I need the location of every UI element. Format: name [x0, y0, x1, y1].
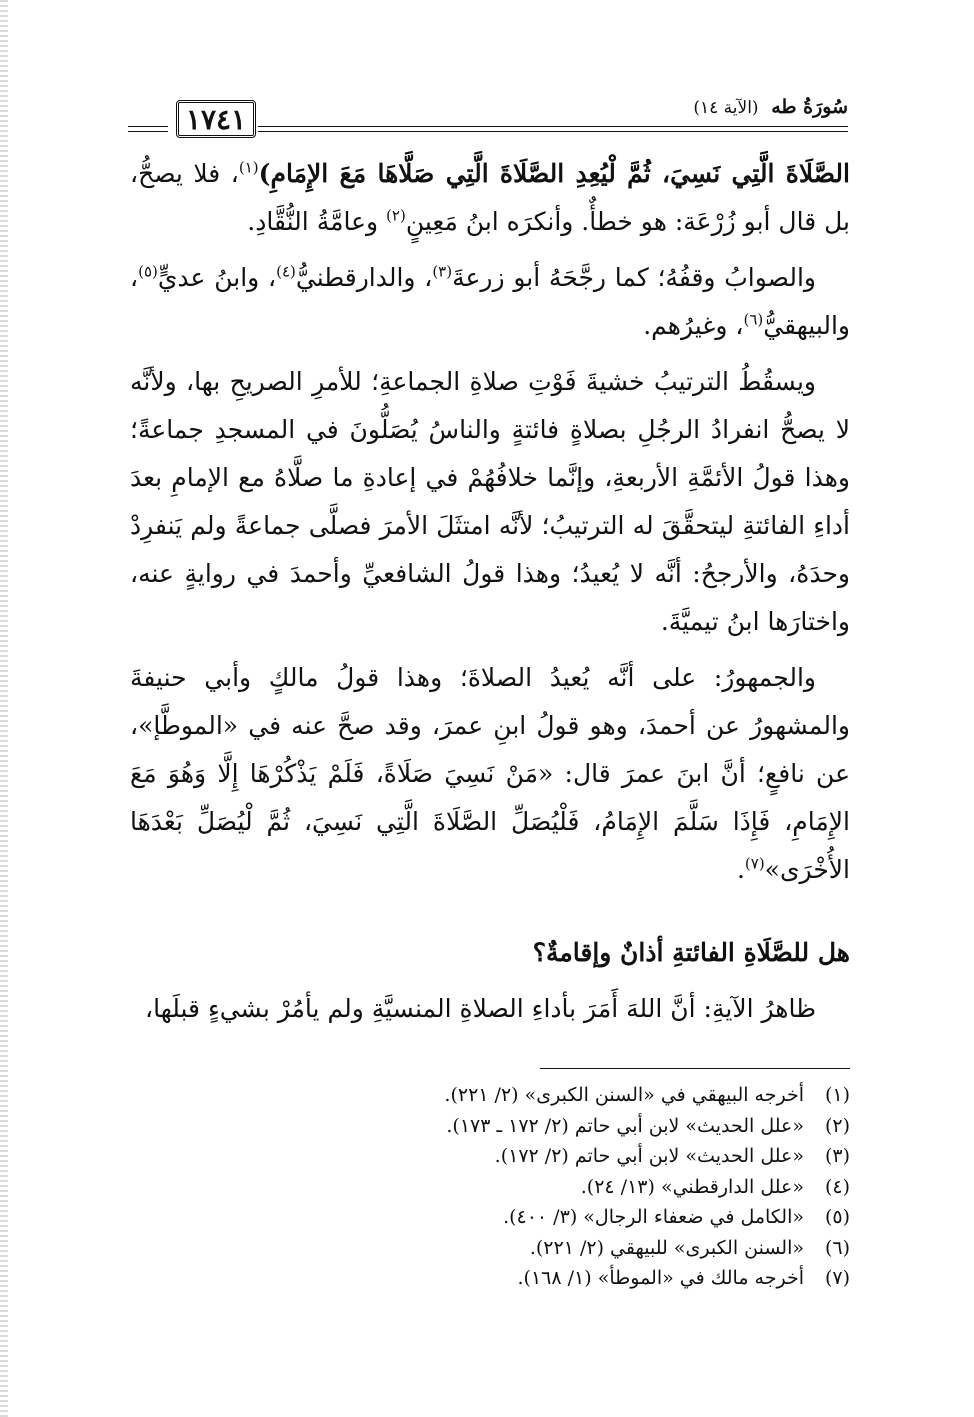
paragraph [130, 358, 850, 646]
footnote-number: (٢) [824, 1114, 850, 1137]
header-rule-left [128, 126, 168, 127]
main-text [130, 150, 850, 902]
section-heading: هل للصَّلَاةِ الفائتةِ أذانٌ وإقامةٌ؟ [532, 938, 850, 967]
footnote [130, 1202, 850, 1233]
footnote-number: (٤) [824, 1175, 850, 1198]
footnote-text: «علل الدارقطني» (١٣/ ٢٤). [580, 1175, 804, 1198]
footnote-text: أخرجه البيهقي في «السنن الكبرى» (٢/ ٢٢١). [444, 1084, 804, 1106]
footnotes [130, 1080, 850, 1294]
paragraph [130, 150, 850, 246]
text-segment: ، فلا يصحُّ، بل قال أبو زُرْعَة: هو خطأٌ. وأنكرَه ابنُ مَعِينٍ [130, 159, 850, 236]
scan-edge [0, 0, 8, 1417]
footnote-number: (١) [824, 1084, 850, 1106]
text-segment: . [736, 855, 745, 884]
running-head [693, 96, 848, 118]
footnote-marker[interactable]: (١) [238, 158, 259, 177]
paragraph [130, 254, 850, 350]
header-rule [258, 131, 848, 132]
footnote-text: «الكامل في ضعفاء الرجال» (٣/ ٤٠٠). [503, 1206, 804, 1228]
header-rule [258, 126, 848, 127]
footnote [130, 1080, 850, 1111]
footnote-number: (٣) [824, 1145, 850, 1167]
text-segment: ، والدارقطنيُّ [295, 263, 433, 292]
footnote-number: (٧) [824, 1267, 850, 1289]
text-segment: ، وغيرُهم. [643, 311, 744, 340]
footnote [130, 1141, 850, 1172]
paragraph: ظاهرُ الآيةِ: أنَّ اللهَ أَمَرَ بأداءِ الصلاةِ المنسيَّةِ ولم يأمُرْ بشيءٍ قبلَها، [145, 994, 816, 1023]
text-segment: ويسقُطُ الترتيبُ خشيةَ فَوْتِ صلاةِ الجماعةِ؛ للأمرِ الصريحِ بها، ولأنَّه لا يصحُّ انفرادُ الرجُلِ بصلاةٍ فائتةٍ والناسُ يُصَلُّونَ في المسجدِ جماعةً؛ وهذا قولُ الأئمَّةِ الأربعةِ، وإنَّما خلافُهُمْ في إعادةِ ما صلَّاهُ مع الإمامِ بعدَ أداءِ الفائتةِ ليتحقَّقَ له الترتيبُ؛ لأنَّه امتثَلَ الأمرَ فصلَّى جماعةً ولم يَنفرِدْ وحدَهُ، والأرجحُ: أنَّه لا يُعيدُ؛ وهذا قولُ الشافعيِّ وأحمدَ في روايةٍ عنه، واختارَها ابنُ تيميَّةَ. [130, 367, 850, 636]
footnote-text: «علل الحديث» لابن أبي حاتم (٢/ ١٧٢ ـ ١٧٣). [446, 1114, 804, 1137]
footnote-marker[interactable]: (٥) [138, 262, 158, 281]
footnote-text: «علل الحديث» لابن أبي حاتم (٢/ ١٧٢). [494, 1145, 804, 1167]
footnote-separator [540, 1068, 850, 1069]
footnote [130, 1233, 850, 1264]
footnote [130, 1263, 850, 1294]
paragraph [130, 654, 850, 894]
text-segment: وعامَّةُ النُّقَّادِ. [247, 207, 387, 236]
footnote-marker[interactable]: (٣) [432, 262, 453, 281]
footnote-marker[interactable]: (٢) [386, 206, 406, 225]
aya-reference: (الآية ١٤) [693, 98, 759, 118]
text-segment: ، والبيهقيُّ [130, 263, 850, 340]
footnote-marker[interactable]: (٦) [743, 310, 764, 329]
surah-title: سُورَةُ طه [771, 96, 848, 118]
text-segment: الصَّلَاةَ الَّتِي نَسِيَ، ثُمَّ لْيُعِدِ الصَّلَاةَ الَّتِي صَلَّاهَا مَعَ الإِمَامِ) [258, 159, 850, 188]
page-header [128, 96, 848, 142]
text-segment: ، وابنُ عديٍّ [157, 263, 277, 292]
footnote [130, 1172, 850, 1203]
footnote-number: (٥) [824, 1206, 850, 1228]
footnote-number: (٦) [824, 1236, 850, 1259]
text-segment: والجمهورُ: على أنَّه يُعيدُ الصلاةَ؛ وهذا قولُ مالكٍ وأبي حنيفةَ والمشهورُ عن أحمدَ، وهو قولُ ابنِ عمرَ، وقد صحَّ عنه في «الموطَّإ»، عن نافعٍ؛ أنَّ ابنَ عمرَ قال: «مَنْ نَسِيَ صَلَاةً، فَلَمْ يَذْكُرْهَا إِلَّا وَهُوَ مَعَ الإِمَامِ، فَإِذَا سَلَّمَ الإِمَامُ، فَلْيُصَلِّ الصَّلَاةَ الَّتِي نَسِيَ، ثُمَّ لْيُصَلِّ بَعْدَهَا الأُخْرَى» [130, 663, 850, 884]
header-rule-left [128, 131, 168, 132]
text-segment: والصوابُ وقفُهُ؛ كما رجَّحَهُ أبو زرعةَ [452, 263, 816, 292]
footnote-marker[interactable]: (٧) [744, 854, 765, 873]
footnote-text: أخرجه مالك في «الموطأ» (١/ ١٦٨). [517, 1267, 804, 1289]
footnote [130, 1111, 850, 1142]
page-number: ١٧٤١ [176, 100, 256, 138]
footnote-marker[interactable]: (٤) [276, 262, 296, 281]
footnote-text: «السنن الكبرى» للبيهقي (٢/ ٢٢١). [529, 1236, 804, 1259]
